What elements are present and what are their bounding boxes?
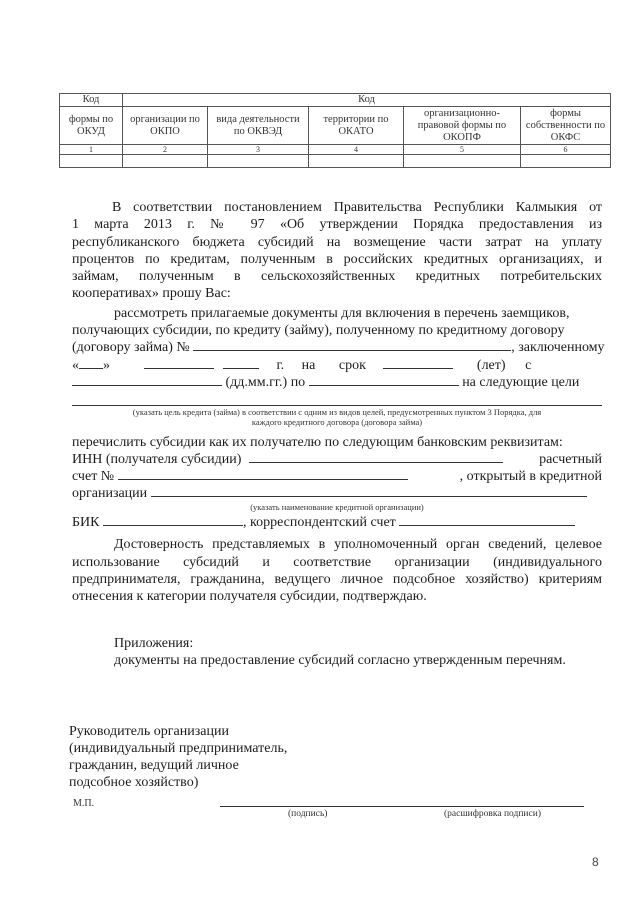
body-line: Достоверность представляемых в уполномоченный орган сведений, целевое <box>114 537 602 552</box>
text-fragment: ИНН (получателя субсидии) <box>72 452 242 467</box>
stamp-label: М.П. <box>73 798 95 809</box>
table-num: 4 <box>309 145 404 155</box>
table-num: 2 <box>123 145 208 155</box>
table-num: 5 <box>404 145 521 155</box>
signer-title: Руководитель организации <box>69 724 229 739</box>
table-cell <box>521 155 611 168</box>
body-line <box>72 468 602 485</box>
body-line: займам, полученным в сельскохозяйственных кредитных потребительских <box>72 269 602 284</box>
attachments-title: Приложения: <box>114 636 194 651</box>
text-fragment: (дд.мм.гг.) по <box>225 375 306 390</box>
table-num: 3 <box>208 145 309 155</box>
table-col-okpo: организации по ОКПО <box>123 107 208 145</box>
inn-field[interactable] <box>249 462 503 463</box>
signature-line[interactable] <box>220 806 584 807</box>
text-fragment: счет № <box>72 469 115 484</box>
contract-year-field[interactable] <box>223 368 259 369</box>
date-to-field[interactable] <box>309 385 459 386</box>
page-number: 8 <box>592 855 599 869</box>
note-line: каждого кредитного договора (договора займа) <box>251 417 423 427</box>
table-cell <box>60 155 123 168</box>
body-line: получающих субсидии, по кредиту (займу), полученному по кредитному договору <box>72 323 565 338</box>
body-line <box>72 514 602 531</box>
table-num: 1 <box>60 145 123 155</box>
table-cell <box>309 155 404 168</box>
body-line: использование субсидий и соответствие организации (индивидуального <box>72 555 602 570</box>
table-header-kod: Код <box>123 94 611 107</box>
table-col-okopf: организационно-правовой формы по ОКОПФ <box>404 107 521 145</box>
text-fragment: БИК <box>72 515 100 530</box>
table-col-okato: территории по ОКАТО <box>309 107 404 145</box>
signer-title: гражданин, ведущий личное <box>69 758 239 773</box>
body-line <box>72 357 602 374</box>
decode-label: (расшифровка подписи) <box>444 809 541 819</box>
bik-field[interactable] <box>103 525 243 526</box>
body-line: процентов по кредитам, полученным в российских кредитных организациях, и <box>72 252 602 267</box>
table-header-kod-left: Код <box>60 94 123 107</box>
table-col-okfs: формы собственности по ОКФС <box>521 107 611 145</box>
body-line <box>72 374 602 391</box>
contract-day-field[interactable] <box>79 368 103 369</box>
table-cell <box>123 155 208 168</box>
purpose-line[interactable] <box>72 405 602 406</box>
text-fragment: г. <box>276 358 285 373</box>
text-fragment: (договору займа) № <box>72 340 190 355</box>
contract-number-field[interactable] <box>193 350 511 351</box>
body-line: рассмотреть прилагаемые документы для включения в перечень заемщиков, <box>114 306 570 321</box>
note-line: (указать цель кредита (займа) в соответствии с одним из видов целей, предусмотренных пунктом 3 Порядка, для <box>132 407 542 417</box>
text-fragment: (лет) <box>476 358 506 373</box>
signature-label: (подпись) <box>288 809 328 819</box>
text-fragment: срок <box>338 358 366 373</box>
table-cell <box>208 155 309 168</box>
account-field[interactable] <box>118 479 408 480</box>
text-fragment: , открытый в кредитной <box>459 469 602 484</box>
date-from-field[interactable] <box>72 385 222 386</box>
quote-close: » <box>103 358 110 373</box>
body-line: отнесения к категории получателя субсидии, подтверждаю. <box>72 589 427 604</box>
body-line: 1 марта 2013 г. № 97 «Об утверждении Порядка предоставления из <box>72 217 602 232</box>
body-line <box>72 485 602 502</box>
body-line: перечислить субсидии как их получателю по следующим банковским реквизитам: <box>72 435 563 450</box>
text-fragment: , корреспондентский счет <box>243 515 396 530</box>
contract-month-field[interactable] <box>144 368 214 369</box>
bank-name-field[interactable] <box>151 496 587 497</box>
codes-table <box>59 93 611 168</box>
body-line: В соответствии постановлением Правительства Республики Калмыкия от <box>112 200 602 215</box>
table-cell <box>404 155 521 168</box>
note-purpose <box>72 407 602 427</box>
signer-title: (индивидуальный предприниматель, <box>69 741 288 756</box>
signer-title: подсобное хозяйство) <box>69 775 199 790</box>
text-fragment: на <box>301 358 316 373</box>
body-line: кооперативах» прошу Вас: <box>72 286 231 301</box>
text-fragment: , заключенному <box>511 340 605 355</box>
table-col-okud: формы по ОКУД <box>60 107 123 145</box>
table-col-okved: вида деятельности по ОКВЭД <box>208 107 309 145</box>
body-line: предпринимателя, гражданина, ведущего личное подсобное хозяйство) критериям <box>72 572 602 587</box>
quote-open: « <box>72 358 79 373</box>
text-fragment: на следующие цели <box>462 375 580 390</box>
table-num: 6 <box>521 145 611 155</box>
term-field[interactable] <box>383 368 453 369</box>
text-fragment: расчетный <box>539 452 602 467</box>
body-line <box>72 339 605 356</box>
attachments-text: документы на предоставление субсидий согласно утвержденным перечням. <box>114 653 566 668</box>
text-fragment: организации <box>72 486 148 501</box>
body-line <box>72 451 602 468</box>
body-line: республиканского бюджета субсидий на возмещение части затрат на уплату <box>72 235 602 250</box>
note-bank: (указать наименование кредитной организации) <box>250 502 424 512</box>
corr-account-field[interactable] <box>399 525 575 526</box>
text-fragment: с <box>525 358 532 373</box>
